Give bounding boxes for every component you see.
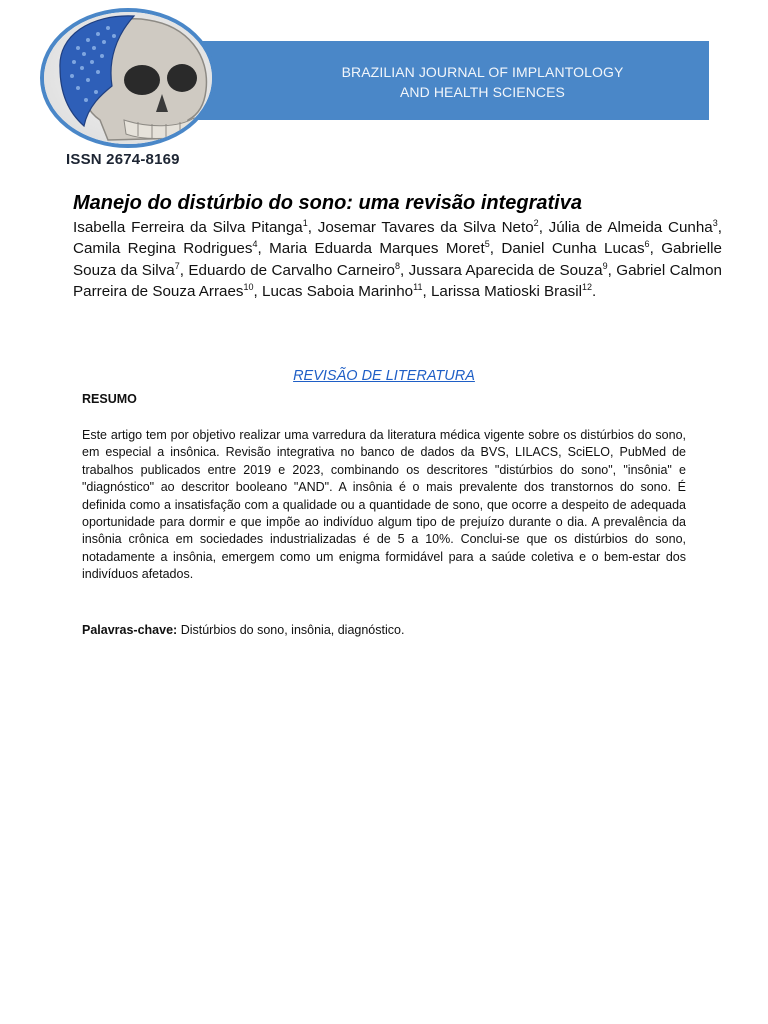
author-name: Gabriel Calmon Parreira de Souza Arraes [73,261,722,301]
author-name: Maria Eduarda Marques Moret [269,240,485,258]
author-separator: , [253,283,262,301]
author-separator: , [649,240,662,258]
keywords-value: Distúrbios do sono, insônia, diagnóstico. [180,623,405,637]
author-separator: , [422,283,431,301]
author-separator: , [717,219,722,236]
keywords [82,623,686,637]
author-separator: , [257,240,270,258]
author-separator: , [179,261,189,279]
journal-name [196,62,709,102]
author-separator: , [400,261,409,279]
author-affiliation: 11 [413,282,423,293]
author-name: Gabrielle Souza da Silva [73,240,722,279]
author-affiliation: 1 [302,217,308,228]
issn-label: ISSN 2674-8169 [66,151,180,168]
author-name: Josemar Tavares da Silva Neto [317,219,534,236]
keywords-label: Palavras-chave: [82,623,178,637]
author-name: Lucas Saboia Marinho [262,283,414,301]
author-separator: , [607,261,617,279]
author-name: Jussara Aparecida de Souza [408,261,603,279]
abstract-text: Este artigo tem por objetivo realizar uma varredura da literatura médica vigente sobre os distúrbios do sono, em especial a insônica. Revisão integrativa no banco de dados da BVS, LILACS, SciELO, PubMed de trabalhos publicados entre 2019 e 2023, combinando os descritores "distúrbios do sono", "insônia" e "diagnóstico" ao descritor booleano "AND". A insônia é o mais prevalente dos transtornos do sono. É definida como a insatisfação com a qualidade ou a quantidade de sono, que ocorre a despeito de adequada oportunidade para dormir e que impõe ao indivíduo algum tipo de prejuízo durante o dia. A prevalência da insônia crônica em sociedades industrializadas é de 5 a 10%. Conclui-se que os distúrbios do sono, notadamente a insônia, emergem como um enigma formidável para a saúde coletiva e o bem-estar dos indivíduos afetados. [82,428,686,582]
author-list [73,217,722,303]
author-separator: , [307,219,318,236]
abstract-heading: RESUMO [82,392,137,406]
author-separator: . [592,283,597,301]
author-name: Daniel Cunha Lucas [501,240,645,258]
author-affiliation: 12 [582,282,593,293]
author-affiliation: 6 [644,239,650,250]
author-name: Eduardo de Carvalho Carneiro [188,261,395,279]
author-affiliation: 3 [712,217,718,228]
skull-implant-logo-icon [38,8,224,154]
author-name: Isabella Ferreira da Silva Pitanga [73,219,303,236]
author-affiliation: 5 [484,239,490,250]
author-affiliation: 8 [394,260,400,271]
author-separator: , [538,219,549,236]
section-label[interactable]: REVISÃO DE LITERATURA [293,368,475,384]
author-separator: , [489,240,502,258]
journal-name-line1: BRAZILIAN JOURNAL OF IMPLANTOLOGY [341,64,624,80]
author-affiliation: 2 [533,217,539,228]
author-affiliation: 9 [602,260,608,271]
journal-name-line2: AND HEALTH SCIENCES [399,84,565,100]
author-name: Larissa Matioski Brasil [430,283,583,301]
article-title: Manejo do distúrbio do sono: uma revisão integrativa [73,192,582,214]
author-affiliation: 10 [243,282,254,293]
author-name: Camila Regina Rodrigues [73,240,253,258]
author-affiliation: 4 [252,239,258,250]
author-affiliation: 7 [174,260,180,271]
author-name: Júlia de Almeida Cunha [548,219,713,236]
